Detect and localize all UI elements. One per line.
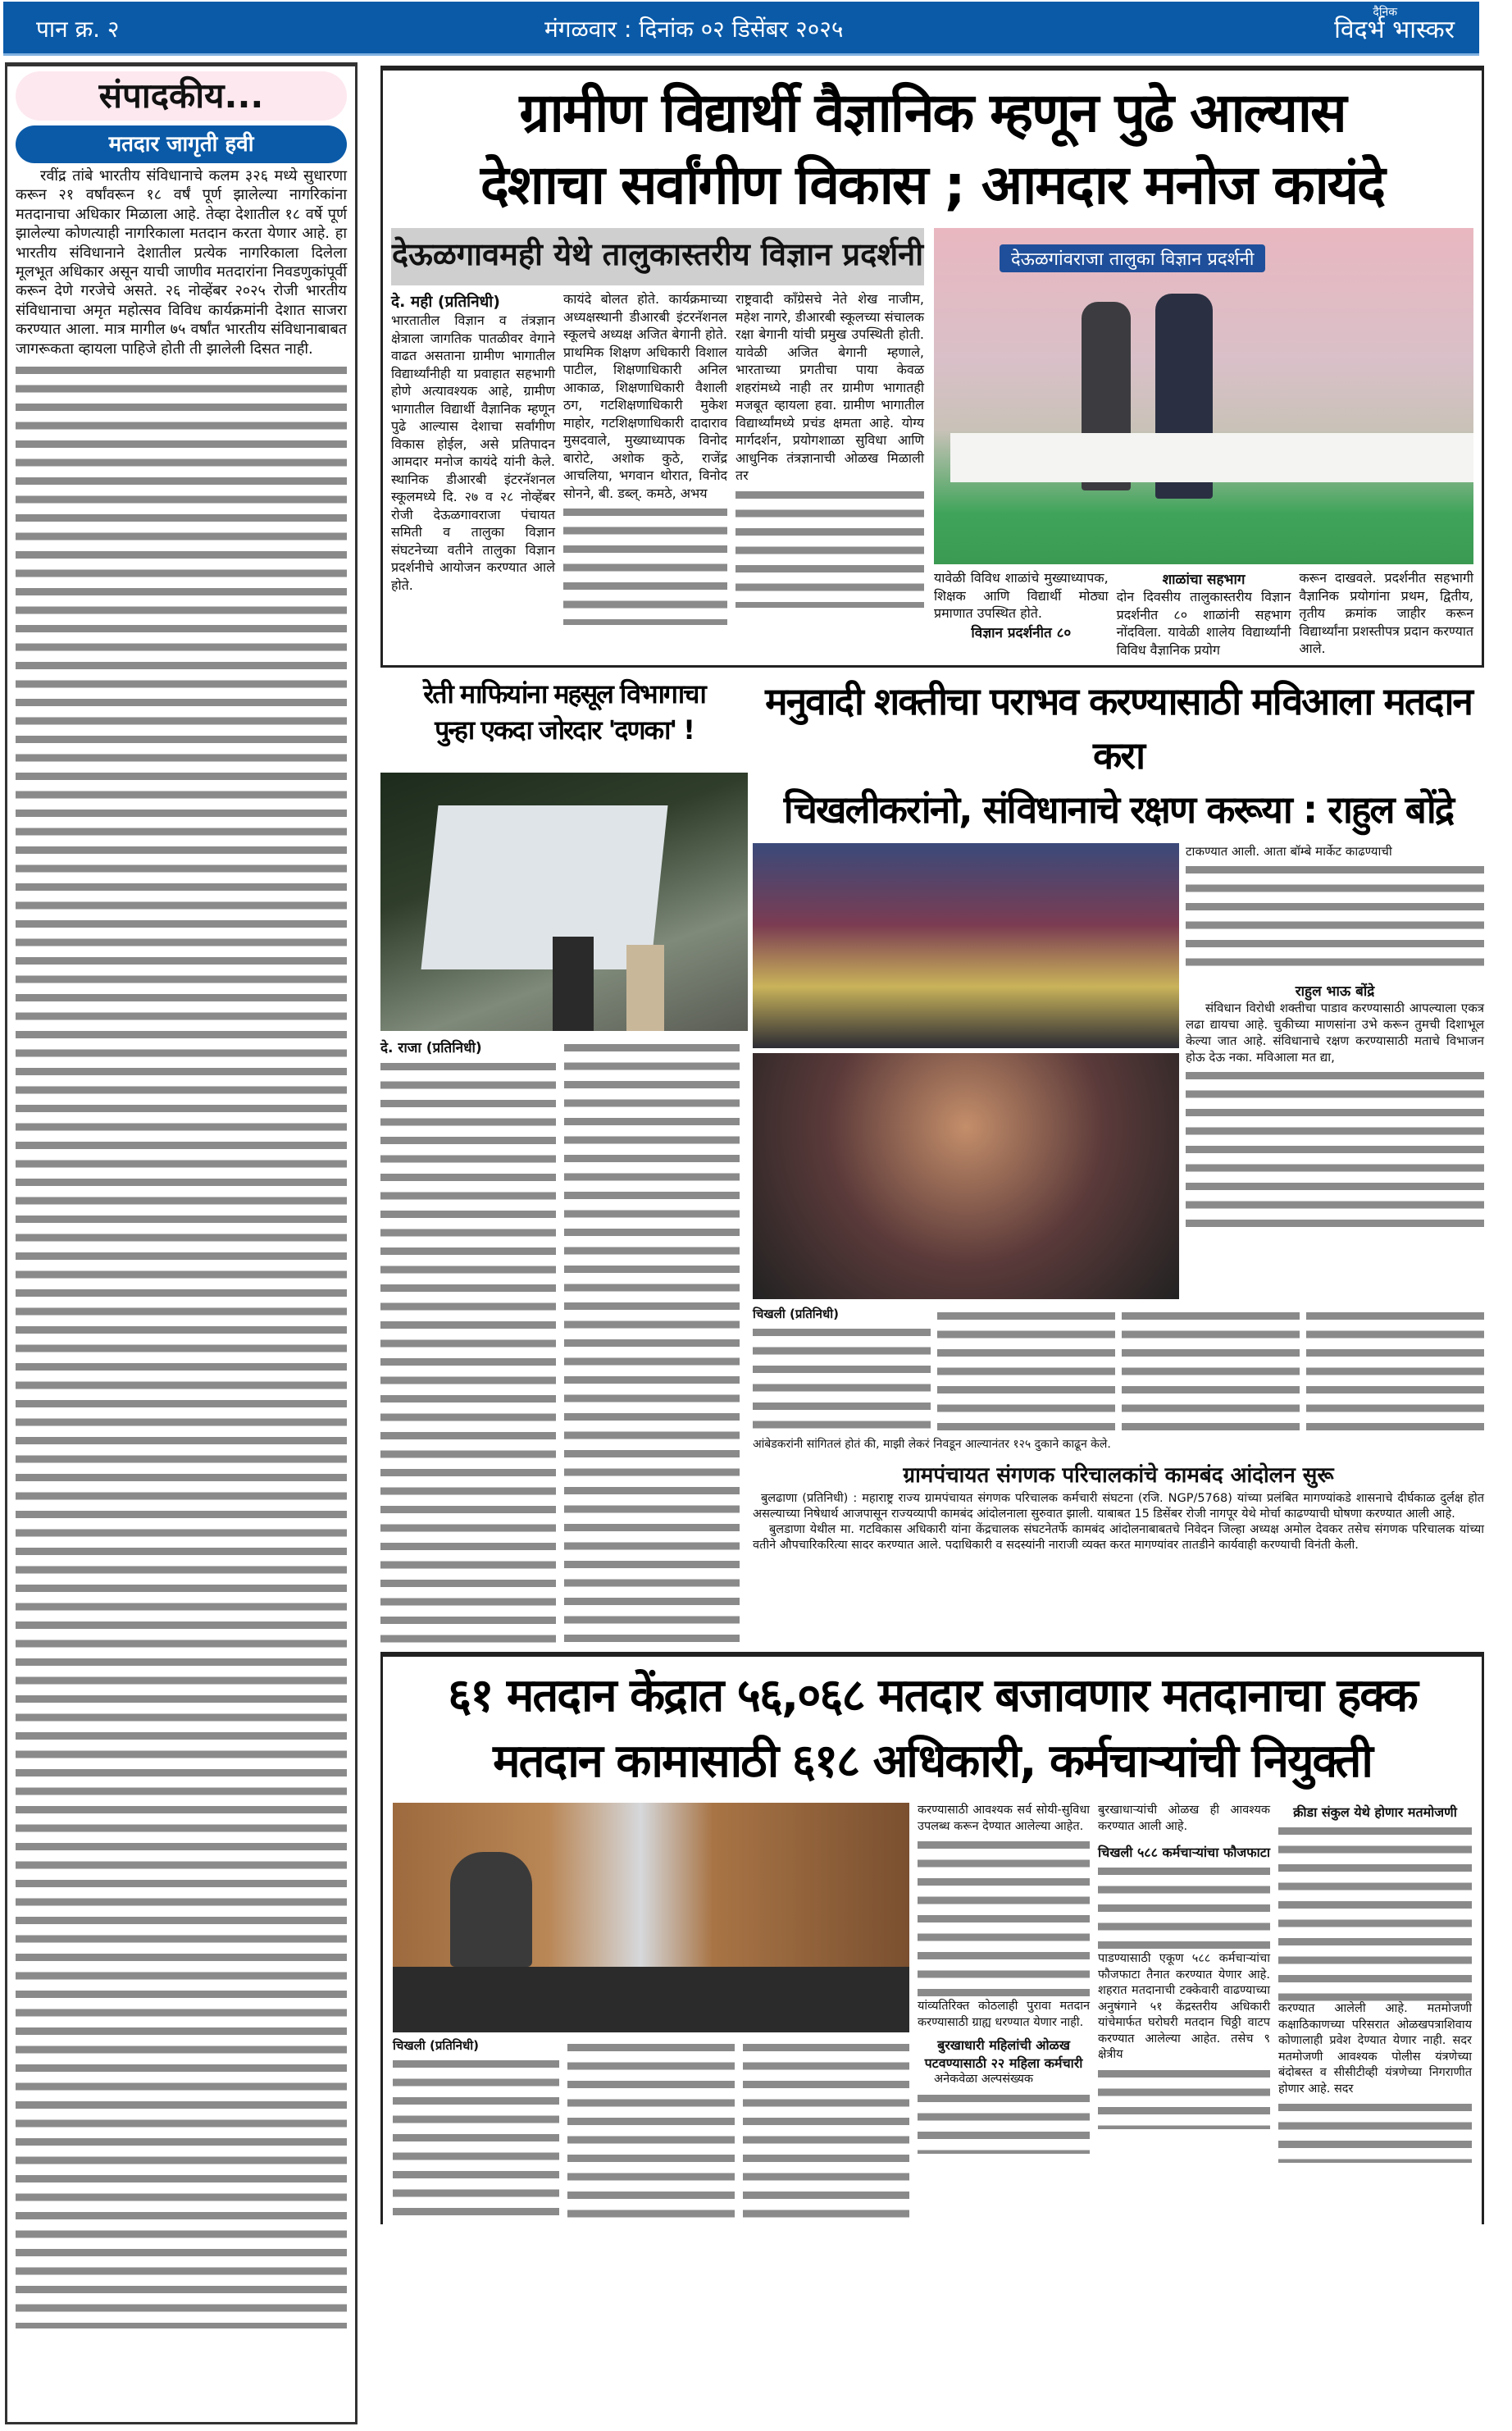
subhead-burkha: बुरखाधारी महिलांची ओळख पटवण्यासाठी २२ महिला कर्मचारी [924,2037,1083,2071]
subheadline: देऊळगावमही येथे तालुकास्तरीय विज्ञान प्रदर्शनी [391,228,924,285]
column-a-burkha-body: अनेकवेळा अल्पसंख्यक [934,2073,1034,2086]
editorial-title: मतदार जागृती हवी [16,125,347,163]
editorial-column [5,62,358,2424]
science-exhibition-story [380,66,1484,668]
right-column-intro: टाकण्यात आली. आता बॉम्बे मार्केट काढण्याची [1186,844,1392,859]
dateline: दे. राजा (प्रतिनिधी) [380,1040,482,1056]
column-d: करण्यात आलेली आहे. मतमोजणी कक्षाठिकाणच्या परिसरात ओळखपत्राशिवाय कोणालाही प्रवेश देण्यात येणार नाही. सदर मतमोजणी आवश्यक पोलीस यंत्रणेच्या बंदोबस्त व सीसीटीव्ही यंत्रणेच्या निगराणीत होणार आहे. सदर [1278,2002,1472,2096]
headline-line-1: ग्रामीण विद्यार्थी वैज्ञानिक म्हणून पुढे आल्यास [519,81,1346,144]
crowd-photo [753,1053,1179,1299]
officials-meeting-photo [393,1803,909,2032]
story-column-2 [564,1038,740,1649]
rally-stage-photo [753,843,1179,1048]
truck-photo [380,773,748,1031]
caption-column-3: करून दाखवले. प्रदर्शनीत सहभागी वैज्ञानिक प्रयोगांना प्रथम, द्वितीय, तृतीय क्रमांक जाहीर करून विद्यार्थ्यांना प्रशस्तीपत्र प्रदान करण्यात आले. [1299,570,1474,656]
story-column-2: कायंदे बोलत होते. कार्यक्रमाच्या अध्यक्षस्थानी डीआरबी इंटरनॅशनल स्कूलचे अध्यक्ष अजित बेगानी होते. प्राथमिक शिक्षण अधिकारी विशाल पाटील, शिक्षणाधिकारी अनिल आकाळ, शिक्षणाधिकारी वैशाली ठग, गटशिक्षणाधिकारी मुकेश माहोर, गटशिक्षणाधिकारी दादाराव मुसदवाले, मुख्याध्यापक विनोद बारोटे, अशोक कुठे, राजेंद्र आचलिया, भगवान थोरात, विनोद सोनने, बी. डब्ल्. कमठे, अभय [563,291,727,501]
headline-line-1: ६१ मतदान केंद्रात ५६,०६८ मतदार बजावणार मतदानाचा हक्क [448,1669,1417,1722]
polling-stations-story [380,1652,1484,2224]
caption-subhead-1: विज्ञान प्रदर्शनीत ८० [971,624,1072,641]
column-a-pre-subhead: यांव्यतिरिक्त कोठलाही पुरावा मतदान करण्यासाठी ग्राह्य धरण्यात येणार नाही. [918,2000,1090,2029]
sand-mafia-story [380,671,748,1649]
subhead-rahul-bondre: राहुल भाऊ बोंद्रे [1295,983,1375,1000]
story-column-3: राष्ट्रवादी काँग्रेसचे नेते शेख नाजीम, महेश नागरे, डीआरबी स्कूलच्या संचालक रक्षा बेगानी यांची प्रमुख उपस्थिती होती. यावेळी अजित बेगानी म्हणाले, भारताच्या प्रगतीचा पाया केवळ शहरांमध्ये नाही तर ग्रामीण भागातही मजबूत व्हायला हवा. ग्रामीण भागातील विद्यार्थ्यांमध्ये प्रचंड क्षमता आहे. योग्य मार्गदर्शन, प्रयोगशाळा सुविधा आणि आधुनिक तंत्रज्ञानाची ओळख मिळाली तर [736,291,924,483]
story-column-1: भारतातील विज्ञान व तंत्रज्ञान क्षेत्राला जागतिक पातळीवर वेगाने वाढत असताना ग्रामीण भागातील विद्यार्थ्यांनीही या प्रवाहात सहभागी होणे अत्यावश्यक आहे, ग्रामीण भागातील विद्यार्थी वैज्ञानिक म्हणून पुढे आल्यास देशाचा सर्वांगीण विकास होईल, असे प्रतिपादन आमदार मनोज कायंदे यांनी केले. स्थानिक डीआरबी इंटरनॅशनल स्कूलमध्ये दि. २७ व २८ नोव्हेंबर रोजी देऊळगावराजा पंचायत समिती व तालुका विज्ञान संघटनेच्या वतीने तालुका विज्ञान प्रदर्शनीचे आयोजन करण्यात आले होते. [391,312,555,593]
headline-line-1: रेती माफियांना महसूल विभागाचा [423,678,705,709]
headline-line-2: चिखलीकरांनो, संविधानाचे रक्षण करूया : राहुल बोंद्रे [783,787,1454,832]
issue-date: मंगळवार : दिनांक ०२ डिसेंबर २०२५ [544,16,844,43]
computer-operators-strike-story [753,1460,1484,1553]
newspaper-logo: दैनिक विदर्भ भास्कर [1334,6,1455,44]
story-body: बुलढाणा (प्रतिनिधी) : महाराष्ट्र राज्य ग्रामपंचायत संगणक परिचालक कर्मचारी संघटना (रजि. NGP/5768) यांच्या प्रलंबित मागण्यांकडे शासनाचे दीर्घकाळ दुर्लक्ष होत असल्याच्या निषेधार्थ आजपासून राज्यव्यापी कामबंद आंदोलनाला सुरुवात झाली. याबाबत 15 डिसेंबर रोजी नागपूर येथे मोर्चा काढण्याची घोषणा करण्यात आली आहे. [753,1492,1484,1521]
right-column-body: संविधान विरोधी शक्तीचा पाडाव करण्यासाठी आपल्याला एकत्र लढा द्यायचा आहे. चुकीच्या माणसांना उभे करून तुमची दिशाभूल केल्या जात आहे. संविधानाचे रक्षण करण्यासाठी मताचे विभाजन होऊ देऊ नका. मविआला मत द्या, [1186,1001,1484,1065]
caption-subhead-2: शाळांचा सहभाग [1162,572,1246,588]
main-area [380,66,1484,2224]
dateline: चिखली (प्रतिनिधी) [393,2038,479,2053]
story-body-2: बुलडाणा येथील मा. गटविकास अधिकारी यांना केंद्रचालक संघटनेतर्फे कामबंद आंदोलनाबाबतचे निवेदन जिल्हा अध्यक्ष अमोल देवकर तसेच संगणक परिचालक यांच्या वतीने औपचारिकरित्या सादर करण्यात आले. पदाधिकारी व सदस्यांनी नाराजी व्यक्त करत मागण्यांवर तातडीने कार्यवाही करण्याची विनंती केली. [753,1523,1484,1552]
headline-line-2: मतदान कामासाठी ६१८ अधिकारी, कर्मचाऱ्यांची नियुक्ती [493,1735,1372,1788]
headline-line-1: मनुवादी शक्तीचा पराभव करण्यासाठी मविआला मतदान करा [765,679,1472,778]
column-a: करण्यासाठी आवश्यक सर्व सोयी-सुविधा उपलब्ध करून देण्यात आलेल्या आहेत. [918,1804,1090,1833]
column-b: बुरखाधाऱ्यांची ओळख ही आवश्यक करण्यात आली आहे. [1098,1804,1270,1833]
story-tail: आंबेडकरांनी सांगितलं होतं की, माझी लेकरं निवडून आल्यानंतर १२५ दुकाने काढून केले. [753,1438,1111,1451]
headline-line-2: देशाचा सर्वांगीण विकास ; आमदार मनोज कायंदे [480,153,1385,217]
editorial-body: रवींद्र तांबे भारतीय संविधानाचे कलम ३२६ मध्ये सुधारणा करून २१ वर्षांवरून १८ वर्षं पूर्ण झालेल्या नागरिकांना मतदानाचा अधिकार मिळाला आहे. तेव्हा देशातील १८ वर्षे पूर्ण झालेल्या कोणत्याही नागरिकाला मतदान करता येणार आहे. हा भारतीय संविधानाने देशातील प्रत्येक नागरिकाला दिलेला मूलभूत अधिकार असून याची जाणीव मतदारांना निवडणुकांपूर्वी करून देणे गरजेचे असते. २६ नोव्हेंबर २०२५ रोजी भारतीय संविधानाचा अमृत महोत्सव विविध कार्यक्रमांनी देशात साजरा करण्यात आला. मात्र मागील ७५ वर्षांत भारतीय संविधानाबाबत जागरूकता व्हायला पाहिजे होती ती झालेली दिसत नाही. [16,167,347,358]
subhead-staff: चिखली ५८८ कर्मचाऱ्यांचा फौजफाटा [1098,1845,1270,1860]
editorial-section-label: संपादकीय... [16,71,347,121]
headline-line-2: पुन्हा एकदा जोरदार 'दणका' ! [435,714,694,746]
editorial-body-continued [16,360,347,2328]
rahul-bondre-story [753,671,1484,1452]
dateline: दे. मही (प्रतिनिधी) [391,293,500,311]
exhibition-photo [934,228,1473,564]
column-c: पाडण्यासाठी एकूण ५८८ कर्मचाऱ्यांचा फौजफाटा तैनात करण्यात येणार आहे. शहरात मतदानाची टक्केवारी वाढण्याच्या अनुषंगाने ५१ केंद्रस्तरीय अधिकारी यांचेमार्फत घरोघरी मतदान चिठ्ठी वाटप करण्यात आलेल्या आहेत. तसेच ९ क्षेत्रीय [1098,1952,1270,2061]
dateline: चिखली (प्रतिनिधी) [753,1307,839,1321]
subhead-counting: क्रीडा संकुल येथे होणार मतमोजणी [1293,1804,1457,1820]
page-number: पान क्र. २ [36,16,120,43]
story-column-1 [380,1056,556,1647]
caption-column-2: दोन दिवसीय तालुकास्तरीय विज्ञान प्रदर्शनीत ८० शाळांनी सहभाग नोंदविला. यावेळी शालेय विद्यार्थ्यांनी विविध वैज्ञानिक प्रयोग [1116,589,1291,658]
headline: ग्रामपंचायत संगणक परिचालकांचे कामबंद आंदोलन सुरू [903,1463,1334,1488]
masthead-bar [3,2,1479,56]
photo-banner-text: देऊळगांवराजा तालुका विज्ञान प्रदर्शनी [1000,244,1265,272]
caption-column-1: यावेळी विविध शाळांचे मुख्याध्यापक, शिक्षक आणि विद्यार्थी मोठ्या प्रमाणात उपस्थित होते. [934,570,1109,621]
